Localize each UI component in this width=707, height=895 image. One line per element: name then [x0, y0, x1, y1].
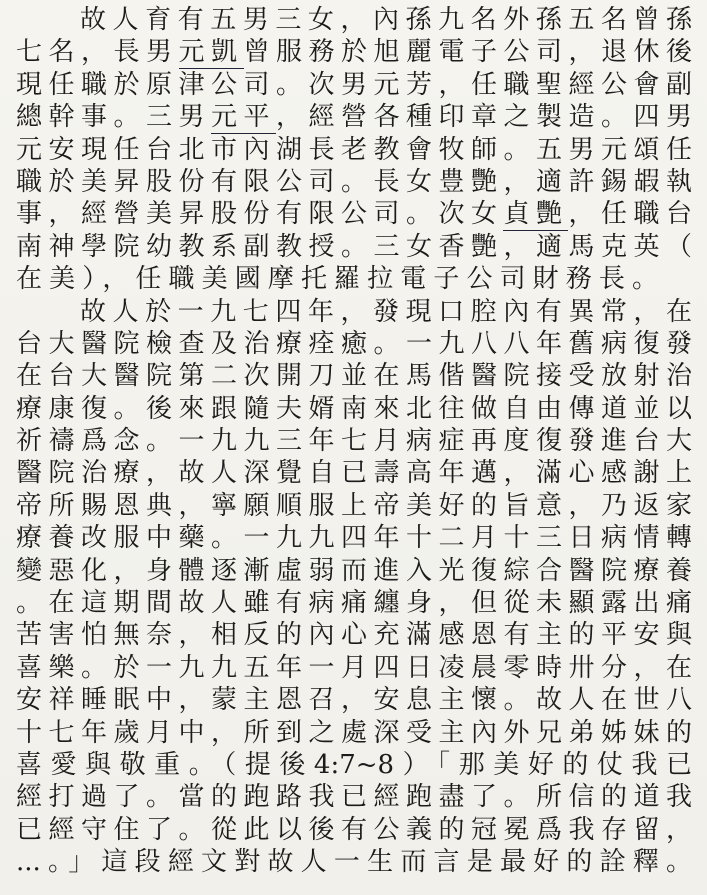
text-segment: 在美），任職美國摩托羅拉電子公司財務長。 — [16, 264, 658, 295]
text-line — [16, 846, 692, 878]
text-segment: 喜愛與敬重。（提後4:7~8）「那美好的仗我已 — [16, 749, 692, 780]
text-segment: ，任職聖經公會副 — [438, 69, 692, 100]
text-line — [16, 296, 692, 328]
text-line — [16, 814, 692, 846]
text-line — [16, 231, 692, 263]
text-segment: 現任台北市內湖長老教會牧師。五男 — [81, 134, 601, 165]
underlined-name: 元平 — [211, 102, 276, 133]
text-line — [16, 522, 692, 554]
text-line — [16, 684, 692, 716]
text-line — [16, 101, 692, 133]
text-segment: 曾服務於旭麗電子公司，退休後 — [243, 37, 692, 68]
text-segment: ，任職台 — [568, 199, 692, 230]
text-segment: 喜樂。於一九九五年一月四日凌晨零時卅分，在 — [16, 652, 692, 683]
text-line — [16, 457, 692, 489]
text-line — [16, 36, 692, 68]
text-segment: 故人於一九七四年，發現口腔內有異常，在 — [80, 296, 692, 327]
text-segment: 祈禱爲念。一九九三年七月病症再度復發進台大 — [16, 426, 692, 457]
text-line — [16, 134, 692, 166]
text-segment: 現任職於原津公司。次男 — [16, 69, 374, 100]
text-segment: 事，經營美昇股份有限公司。次女 — [16, 199, 504, 230]
text-segment: 變惡化，身體逐漸虛弱而進入光復綜合醫院療養 — [16, 555, 692, 586]
text-line — [16, 717, 692, 749]
underlined-name: 豊艷 — [438, 167, 503, 198]
text-segment: 職於美昇股份有限公司。長女 — [16, 166, 439, 197]
paragraph — [16, 296, 707, 879]
text-segment: ...。」這段經文對故人一生而言是最好的詮釋。 — [16, 847, 692, 878]
text-segment: 任 — [665, 134, 692, 165]
text-segment: 總幹事。三男 — [16, 102, 211, 133]
text-segment: ，適許錫嘏執 — [503, 166, 692, 197]
text-segment: 安祥睡眠中，蒙主恩召，安息主懷。故人在世八 — [16, 685, 692, 716]
text-line — [16, 198, 692, 230]
text-line — [16, 328, 692, 360]
text-line — [16, 263, 658, 295]
text-line — [16, 490, 692, 522]
underlined-name: 元凱 — [179, 37, 244, 68]
text-segment: 經打過了。當的跑路我已經跑盡了。所信的道我 — [16, 782, 692, 813]
text-line — [16, 619, 692, 651]
text-segment: 十七年歲月中，所到之處深受主內外兄弟姊妹的 — [16, 717, 692, 748]
text-line — [16, 393, 692, 425]
underlined-name: 貞艷 — [503, 199, 568, 230]
text-segment: 在台大醫院第二次開刀並在馬偕醫院接受放射治 — [16, 361, 692, 392]
text-segment: 已經守住了。從此以後有公義的冠冕爲我存留， — [16, 814, 692, 845]
text-segment: 南神學院幼教系副教授。三女 — [16, 231, 439, 262]
text-line — [16, 749, 692, 781]
text-line — [16, 425, 692, 457]
underlined-name: 香艷 — [438, 232, 503, 263]
text-segment: ，經營各種印章之製造。四男 — [276, 102, 692, 133]
text-line — [16, 69, 692, 101]
text-segment: ，適馬克英（ — [503, 231, 692, 262]
underlined-name: 元安 — [16, 135, 81, 166]
text-segment: 七名，長男 — [16, 37, 179, 68]
text-line — [16, 360, 692, 392]
underlined-name: 元頌 — [601, 135, 666, 166]
text-segment: 療康復。後來跟隨夫婿南來北往做自由傳道並以 — [16, 393, 692, 424]
text-segment: 台大醫院檢查及治療痊癒。一九八八年舊病復發 — [16, 328, 692, 359]
underlined-name: 元芳 — [373, 70, 438, 101]
text-line — [16, 4, 692, 36]
text-line — [16, 781, 692, 813]
text-line — [16, 652, 692, 684]
text-segment: 。在這期間故人雖有病痛纏身，但從未顯露出痛 — [16, 588, 692, 619]
paragraph — [16, 4, 707, 296]
text-segment: 帝所賜恩典，寧願順服上帝美好的旨意，乃返家 — [16, 490, 692, 521]
text-line — [16, 587, 692, 619]
text-segment: 故人育有五男三女，內孫九名外孫五名曾孫 — [80, 5, 692, 35]
text-segment: 療養改服中藥。一九九四年十二月十三日病情轉 — [16, 523, 692, 554]
text-line — [16, 555, 692, 587]
text-line — [16, 166, 692, 198]
text-segment: 醫院治療，故人深覺自已壽高年邁，滿心感謝上 — [16, 458, 692, 489]
text-segment: 苦害怕無奈，相反的內心充滿感恩有主的平安與 — [16, 620, 692, 651]
